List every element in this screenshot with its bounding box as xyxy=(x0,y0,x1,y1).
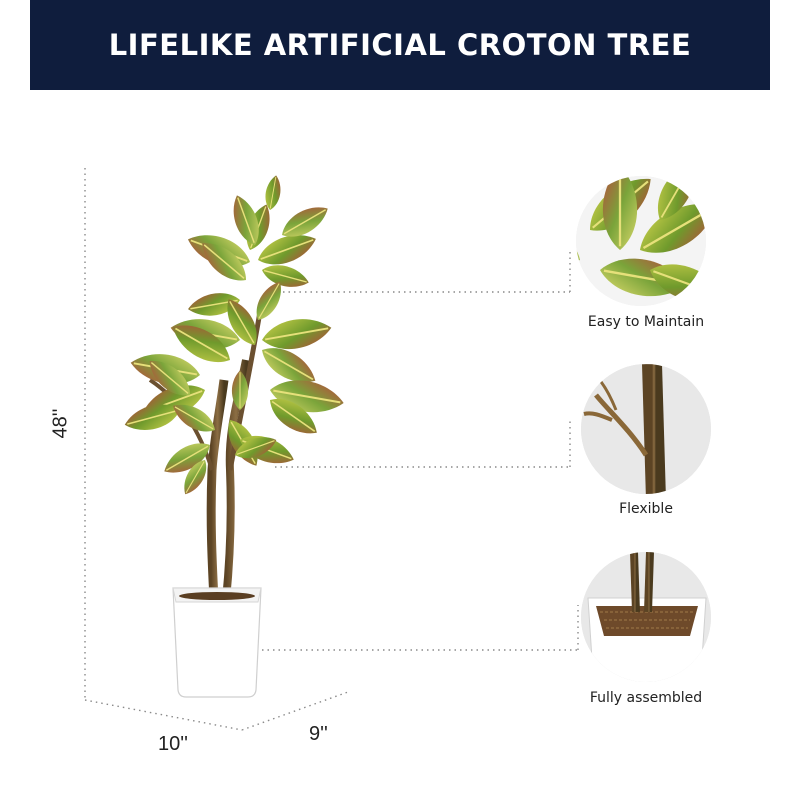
feature-label-easy-to-maintain: Easy to Maintain xyxy=(587,314,705,330)
feature-label-fully-assembled: Fully assembled xyxy=(589,690,703,706)
branch-closeup-icon xyxy=(581,364,711,500)
page-title: LIFELIKE ARTIFICIAL CROTON TREE xyxy=(108,28,692,62)
pot-closeup-icon xyxy=(581,552,711,690)
height-dimension-label: 48'' xyxy=(49,408,72,439)
leaf-closeup-icon xyxy=(529,156,730,312)
planter-pot xyxy=(173,588,261,697)
width-dimension-label: 10'' xyxy=(158,733,188,755)
dimension-lines xyxy=(85,168,578,730)
depth-dimension-label: 9'' xyxy=(309,723,328,745)
feature-label-flexible: Flexible xyxy=(619,501,673,517)
